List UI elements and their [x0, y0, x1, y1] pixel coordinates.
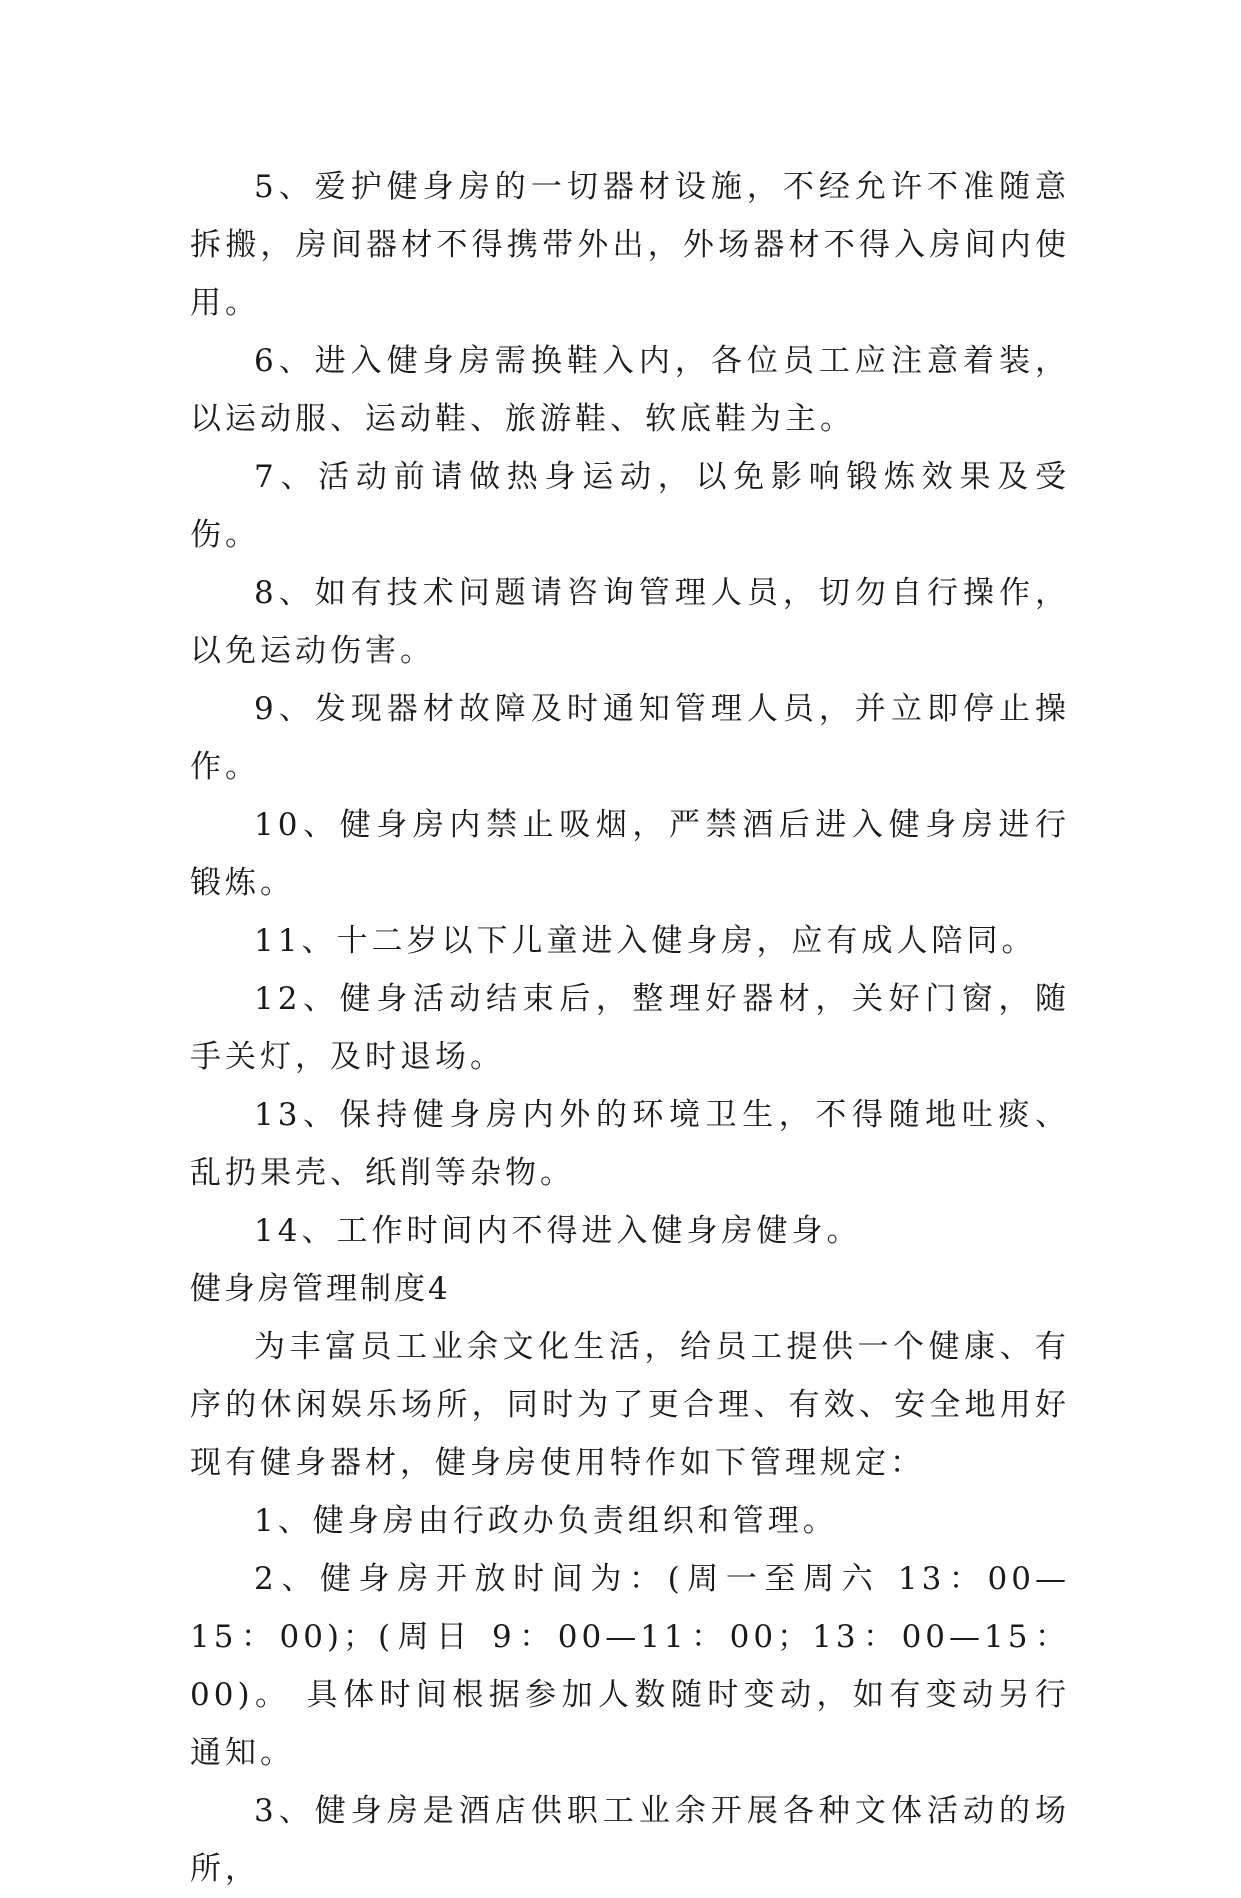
section-heading: 健身房管理制度4: [190, 1271, 451, 1307]
rule-paragraph-2: 2、健身房开放时间为：(周一至周六 13：00—15：00)；(周日 9：00—11：00；13：00—15：00)。 具体时间根据参加人数随时变动，如有变动另行通知。: [190, 1561, 1070, 1771]
rule-paragraph-10: 10、健身房内禁止吸烟，严禁酒后进入健身房进行锻炼。: [190, 807, 1070, 901]
intro-paragraph: 为丰富员工业余文化生活，给员工提供一个健康、有序的休闲娱乐场所，同时为了更合理、有效、安全地用好现有健身器材，健身房使用特作如下管理规定：: [190, 1329, 1070, 1481]
rule-paragraph-11: 11、十二岁以下儿童进入健身房，应有成人陪同。: [254, 923, 1037, 959]
rule-paragraph-8: 8、如有技术问题请咨询管理人员，切勿自行操作，以免运动伤害。: [190, 575, 1070, 669]
rule-paragraph-14: 14、工作时间内不得进入健身房健身。: [254, 1213, 862, 1249]
rule-paragraph-3: 3、健身房是酒店供职工业余开展各种文体活动的场所，: [190, 1793, 1070, 1887]
rule-paragraph-1: 1、健身房由行政办负责组织和管理。: [254, 1503, 838, 1539]
rule-paragraph-5: 5、爱护健身房的一切器材设施，不经允许不准随意拆搬，房间器材不得携带外出，外场器材不得入房间内使用。: [190, 169, 1070, 321]
rule-paragraph-9: 9、发现器材故障及时通知管理人员，并立即停止操作。: [190, 691, 1070, 785]
rule-paragraph-7: 7、活动前请做热身运动，以免影响锻炼效果及受伤。: [190, 459, 1070, 553]
rule-paragraph-13: 13、保持健身房内外的环境卫生，不得随地吐痰、乱扔果壳、纸削等杂物。: [190, 1097, 1070, 1191]
document-body: [190, 158, 1070, 1898]
rule-paragraph-12: 12、健身活动结束后，整理好器材，关好门窗，随手关灯，及时退场。: [190, 981, 1070, 1075]
rule-paragraph-6: 6、进入健身房需换鞋入内，各位员工应注意着装，以运动服、运动鞋、旅游鞋、软底鞋为主。: [190, 343, 1070, 437]
